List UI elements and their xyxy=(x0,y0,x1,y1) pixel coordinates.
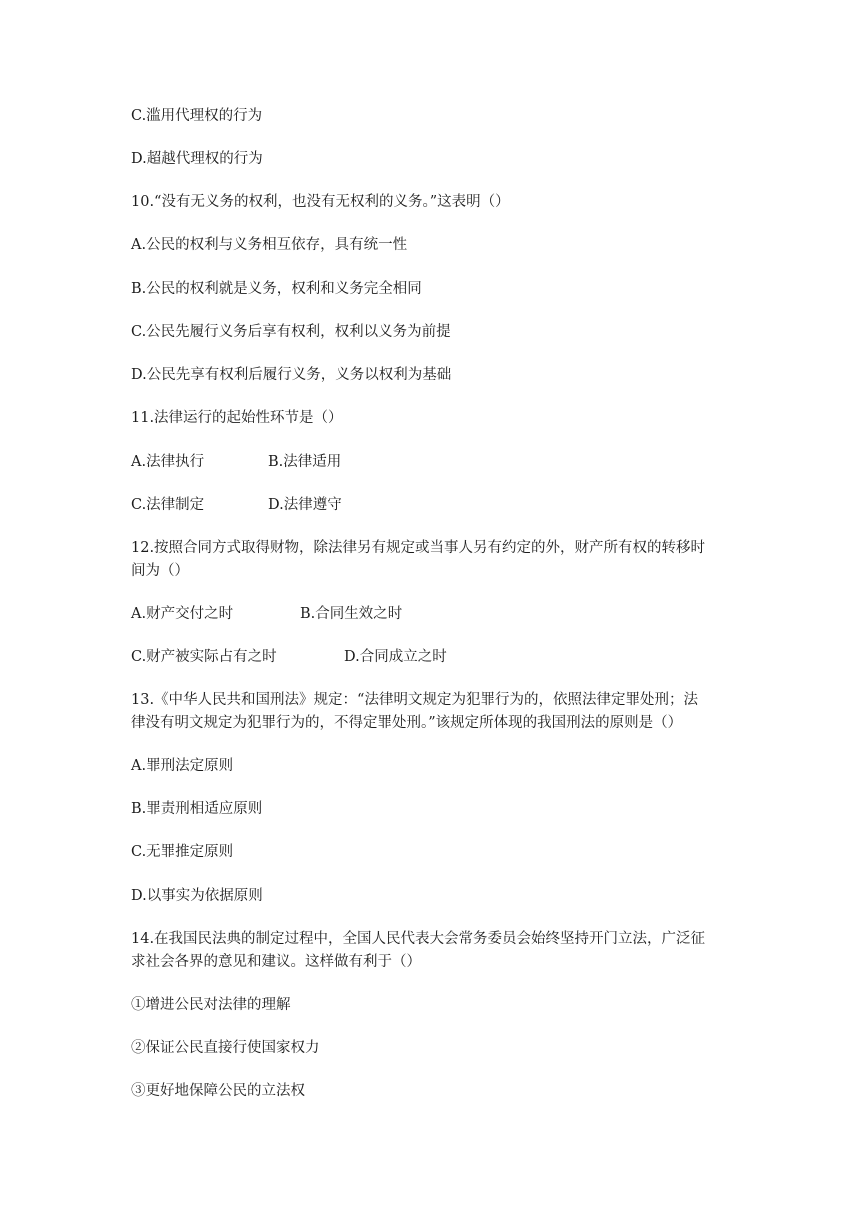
q12-option-b: B.合同生效之时 xyxy=(300,606,403,622)
q10-option-c: C.公民先履行义务后享有权利，权利以义务为前提 xyxy=(131,324,451,340)
q11-stem: 11.法律运行的起始性环节是（） xyxy=(131,410,343,426)
q10-option-b: B.公民的权利就是义务，权利和义务完全相同 xyxy=(131,281,422,297)
q11-option-a: A.法律执行 xyxy=(131,454,205,470)
q12-option-c: C.财产被实际占有之时 xyxy=(131,649,277,665)
q12-option-a: A.财产交付之时 xyxy=(131,606,234,622)
q9-option-d: D.超越代理权的行为 xyxy=(131,151,263,167)
q13-option-b: B.罪责刑相适应原则 xyxy=(131,801,263,817)
q13-stem-line1: 13.《中华人民共和国刑法》规定：“法律明文规定为犯罪行为的，依照法律定罪处刑；法 xyxy=(131,692,698,708)
q11-option-b: B.法律适用 xyxy=(268,454,342,470)
q13-option-c: C.无罪推定原则 xyxy=(131,844,234,860)
q14-item-3: ③更好地保障公民的立法权 xyxy=(131,1083,305,1099)
q12-option-d: D.合同成立之时 xyxy=(344,649,447,665)
q10-option-d: D.公民先享有权利后履行义务，义务以权利为基础 xyxy=(131,367,452,383)
q11-option-c: C.法律制定 xyxy=(131,497,205,513)
q10-option-a: A.公民的权利与义务相互依存，具有统一性 xyxy=(131,237,408,253)
q14-stem-line2: 求社会各界的意见和建议。这样做有利于（） xyxy=(131,954,421,970)
q13-stem-line2: 律没有明文规定为犯罪行为的，不得定罪处刑。”该规定所体现的我国刑法的原则是（） xyxy=(131,715,683,731)
q10-stem: 10.“没有无义务的权利，也没有无权利的义务。”这表明（） xyxy=(131,194,510,210)
q9-option-c: C.滥用代理权的行为 xyxy=(131,108,263,124)
q12-stem-line1: 12.按照合同方式取得财物，除法律另有规定或当事人另有约定的外，财产所有权的转移时 xyxy=(131,540,706,556)
q14-item-2: ②保证公民直接行使国家权力 xyxy=(131,1040,320,1056)
q14-item-1: ①增进公民对法律的理解 xyxy=(131,997,291,1013)
q13-option-d: D.以事实为依据原则 xyxy=(131,888,263,904)
q13-option-a: A.罪刑法定原则 xyxy=(131,758,234,774)
q12-stem-line2: 间为（） xyxy=(131,563,189,579)
q11-option-d: D.法律遵守 xyxy=(268,497,342,513)
q14-stem-line1: 14.在我国民法典的制定过程中，全国人民代表大会常务委员会始终坚持开门立法，广泛征 xyxy=(131,931,706,947)
